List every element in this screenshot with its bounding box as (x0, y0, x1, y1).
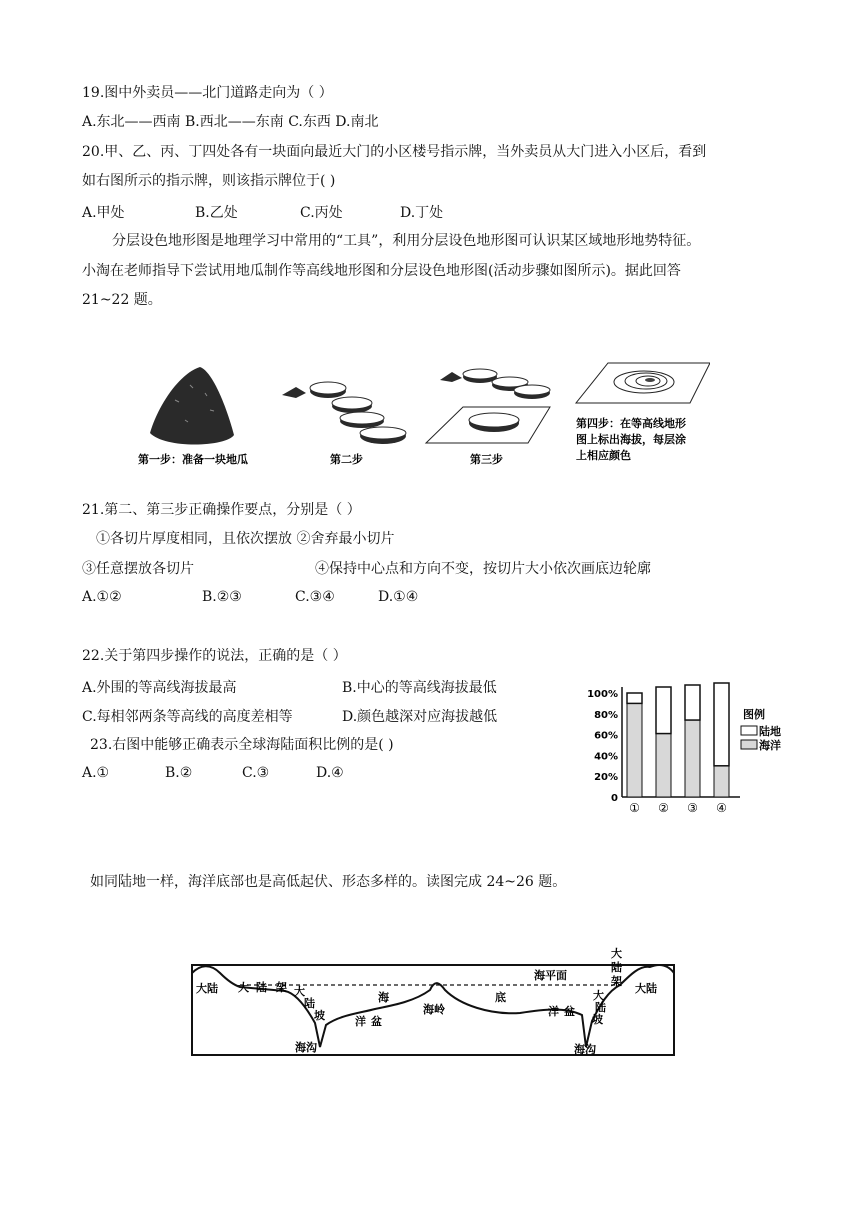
q22-option-d: D.颜色越深对应海拔越低 (342, 709, 498, 725)
q23-option-d: D.④ (316, 765, 344, 781)
q20-option-d: D.丁处 (400, 205, 444, 221)
bar-sea-2 (656, 734, 671, 797)
bar-land-3 (685, 685, 700, 720)
q21-item4: ④保持中心点和方向不变，按切片大小依次画底边轮廓 (315, 561, 651, 577)
q22-stem: 22.关于第四步操作的说法，正确的是（ ） (82, 648, 347, 664)
q21-option-a: A.①② (82, 589, 122, 605)
y-tick-label: 0 (611, 793, 618, 804)
left-shelf-char1: 大 (238, 981, 249, 994)
contour-map-illustration (576, 363, 710, 403)
left-basin-char2: 洋 (355, 1015, 366, 1028)
left-slope-char3: 坡 (314, 1009, 325, 1022)
left-slope-char1: 大 (294, 985, 305, 998)
legend-swatch-sea (741, 740, 757, 749)
left-basin-char1: 海 (378, 991, 389, 1004)
q22-option-c: C.每相邻两条等高线的高度差相等 (82, 709, 293, 725)
q23-option-c: C.③ (242, 765, 270, 781)
q20-option-b: B.乙处 (195, 205, 238, 221)
step3-illustration (426, 369, 550, 443)
legend-title: 图例 (743, 708, 765, 721)
y-tick-label: 40% (594, 751, 618, 763)
q22-option-a: A.外围的等高线海拔最高 (82, 680, 237, 696)
x-category-label: ① (629, 801, 640, 815)
intro21-line3: 21~22 题。 (82, 292, 162, 308)
q23-option-b: B.② (165, 765, 193, 781)
q19-options: A.东北——西南 B.西北——东南 C.东西 D.南北 (82, 114, 379, 130)
right-slope-char3: 坡 (592, 1013, 603, 1026)
q23-option-a: A.① (82, 765, 110, 781)
q20-stem-line2: 如右图所示的指示牌，则该指示牌位于( ) (82, 173, 336, 189)
right-slope-char2: 陆 (595, 1001, 606, 1014)
left-shelf-char2: 陆 (256, 981, 267, 994)
step1-label: 第一步：准备一块地瓜 (138, 453, 248, 466)
q21-option-c: C.③④ (295, 589, 335, 605)
right-shelf-char2: 陆 (611, 961, 622, 974)
step4-label-line1: 第四步：在等高线地形 (576, 417, 686, 430)
sweet-potato-illustration (150, 367, 234, 445)
slices-illustration (282, 382, 406, 444)
seafloor-profile-figure (190, 935, 680, 1060)
right-trench-label: 海沟 (574, 1043, 596, 1056)
bar-sea-4 (714, 766, 729, 797)
step2-label: 第二步 (330, 453, 363, 466)
intro24-text: 如同陆地一样，海洋底部也是高低起伏、形态多样的。读图完成 24~26 题。 (90, 874, 567, 890)
y-tick-label: 20% (594, 772, 618, 784)
bar-sea-3 (685, 720, 700, 797)
q21-item3: ③任意摆放各切片 (82, 561, 194, 577)
q22-option-b: B.中心的等高线海拔最低 (342, 680, 497, 696)
right-continent-label: 大陆 (635, 982, 657, 995)
step4-label-line2: 图上标出海拔，每层涂 (576, 433, 686, 446)
step3-label: 第三步 (470, 453, 503, 466)
legend-swatch-land (741, 726, 757, 735)
right-slope-char1: 大 (593, 989, 604, 1002)
bar-land-4 (714, 683, 729, 766)
bar-land-2 (656, 687, 671, 734)
legend-label-sea: 海洋 (759, 739, 781, 752)
right-basin-char3: 盆 (564, 1005, 575, 1018)
q21-option-d: D.①④ (378, 589, 419, 605)
q21-item1: ①各切片厚度相同，且依次摆放 ②舍弃最小切片 (96, 531, 395, 547)
y-tick-label: 60% (594, 730, 618, 742)
left-continent-label: 大陆 (196, 982, 218, 995)
land-sea-ratio-chart (580, 675, 790, 820)
left-basin-char3: 盆 (371, 1015, 382, 1028)
q20-option-c: C.丙处 (300, 205, 343, 221)
intro21-line1: 分层设色地形图是地理学习中常用的“工具”，利用分层设色地形图可认识某区域地形地势特征。 (112, 233, 701, 249)
x-category-label: ③ (687, 801, 698, 815)
q20-option-a: A.甲处 (82, 205, 125, 221)
q21-option-b: B.②③ (202, 589, 242, 605)
x-category-label: ② (658, 801, 669, 815)
right-shelf-char1: 大 (611, 947, 622, 960)
left-slope-char2: 陆 (304, 997, 315, 1010)
legend (741, 707, 781, 752)
bar-sea-1 (627, 703, 642, 797)
step4-label-line3: 上相应颜色 (576, 449, 631, 462)
y-tick-label: 100% (587, 689, 618, 700)
y-tick-label: 80% (594, 709, 618, 721)
x-category-label: ④ (716, 801, 727, 815)
q23-stem: 23.右图中能够正确表示全球海陆面积比例的是( ) (90, 737, 394, 753)
legend-label-land: 陆地 (759, 725, 781, 738)
bar-land-1 (627, 693, 642, 703)
left-trench-label: 海沟 (295, 1041, 317, 1054)
q21-stem: 21.第二、第三步正确操作要点，分别是（ ） (82, 502, 361, 518)
intro21-line2: 小淘在老师指导下尝试用地瓜制作等高线地形图和分层设色地形图(活动步骤如图所示)。据此回答 (82, 263, 681, 279)
q20-stem-line1: 20.甲、乙、丙、丁四处各有一块面向最近大门的小区楼号指示牌，当外卖员从大门进入小区后，看到 (82, 144, 707, 160)
left-shelf-char3: 架 (276, 981, 287, 994)
steps-figure (130, 355, 710, 480)
q19-stem: 19.图中外卖员——北门道路走向为（ ） (82, 85, 333, 101)
sea-level-label: 海平面 (534, 969, 567, 982)
right-basin-char2: 洋 (548, 1005, 559, 1018)
ridge-label: 海岭 (423, 1003, 445, 1016)
right-shelf-char3: 架 (611, 975, 622, 988)
right-basin-char1: 底 (495, 991, 506, 1004)
